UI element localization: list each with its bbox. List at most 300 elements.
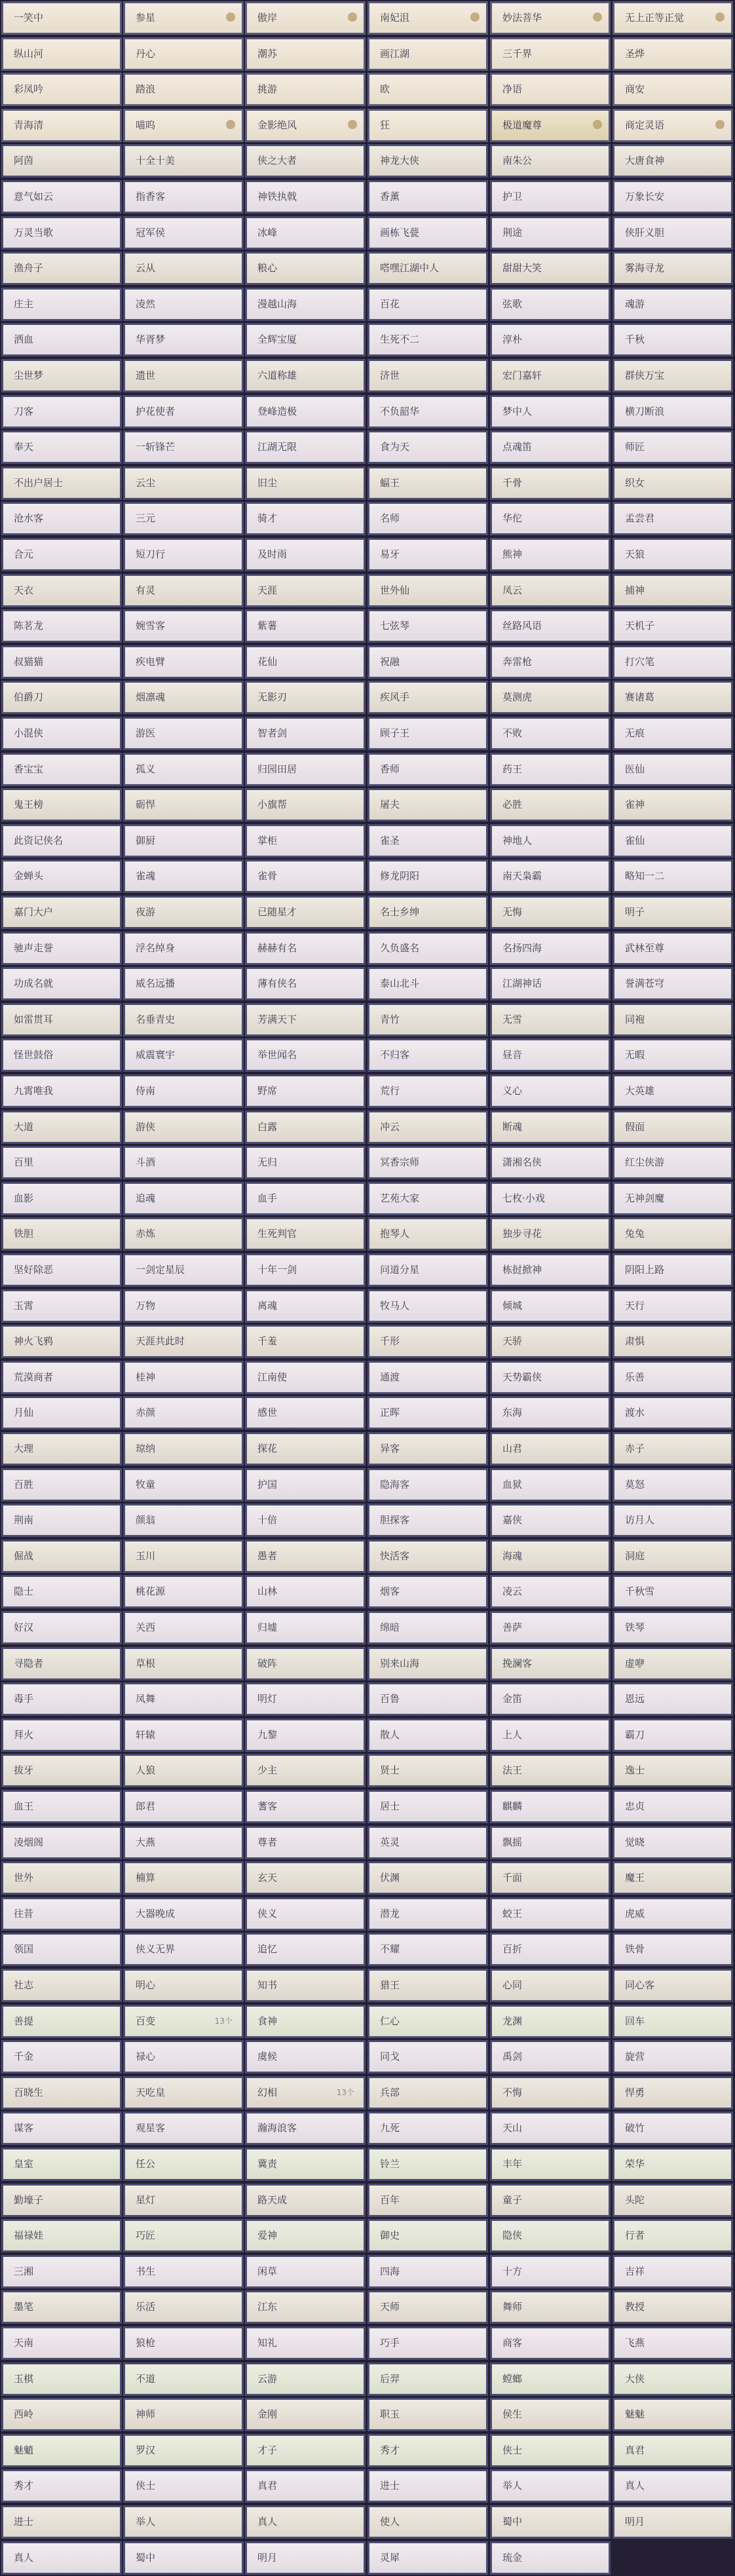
title-tile[interactable]: [490, 2112, 611, 2145]
title-tile[interactable]: [612, 896, 733, 929]
title-tile[interactable]: [123, 1718, 244, 1752]
title-tile[interactable]: [368, 323, 488, 356]
title-tile[interactable]: [490, 288, 611, 321]
title-tile[interactable]: [123, 538, 244, 571]
title-tile[interactable]: [490, 323, 611, 356]
title-tile[interactable]: [612, 1611, 733, 1644]
title-tile[interactable]: [612, 1, 733, 35]
title-tile[interactable]: [123, 1468, 244, 1502]
title-tile[interactable]: [368, 2362, 488, 2396]
title-tile[interactable]: [612, 1253, 733, 1287]
title-tile[interactable]: [245, 967, 366, 1000]
title-tile[interactable]: [123, 2112, 244, 2145]
title-tile[interactable]: [368, 1325, 488, 1358]
title-tile[interactable]: [612, 2434, 733, 2467]
title-tile[interactable]: [368, 466, 488, 500]
title-tile[interactable]: [368, 1, 488, 35]
title-tile[interactable]: [490, 1074, 611, 1108]
title-tile[interactable]: [612, 2398, 733, 2431]
title-tile[interactable]: [612, 2148, 733, 2181]
title-tile[interactable]: [123, 1754, 244, 1787]
title-tile[interactable]: [245, 1540, 366, 1573]
title-tile[interactable]: [245, 860, 366, 893]
title-tile[interactable]: [612, 180, 733, 214]
title-tile[interactable]: [490, 73, 611, 106]
title-tile[interactable]: [1, 1361, 122, 1394]
title-tile[interactable]: [123, 1253, 244, 1287]
title-tile[interactable]: [490, 1504, 611, 1537]
title-tile[interactable]: [368, 1146, 488, 1179]
title-tile[interactable]: [490, 1361, 611, 1394]
title-tile[interactable]: [612, 717, 733, 750]
title-tile[interactable]: [1, 2148, 122, 2181]
title-tile[interactable]: [612, 1969, 733, 2002]
title-tile[interactable]: [1, 753, 122, 786]
title-tile[interactable]: [612, 2076, 733, 2110]
title-tile[interactable]: [368, 1540, 488, 1573]
title-tile[interactable]: [612, 2469, 733, 2503]
title-tile[interactable]: [123, 1432, 244, 1466]
title-tile[interactable]: [490, 1718, 611, 1752]
title-tile[interactable]: [1, 2326, 122, 2360]
title-tile[interactable]: [245, 1933, 366, 1966]
title-tile[interactable]: [245, 1790, 366, 1823]
title-tile[interactable]: [368, 967, 488, 1000]
title-tile[interactable]: [123, 1361, 244, 1394]
title-tile[interactable]: [1, 2290, 122, 2324]
title-tile[interactable]: [490, 1, 611, 35]
title-tile[interactable]: [123, 2219, 244, 2252]
title-tile[interactable]: [245, 1969, 366, 2002]
title-tile[interactable]: [368, 681, 488, 714]
title-tile[interactable]: [490, 1933, 611, 1966]
title-tile[interactable]: [123, 2469, 244, 2503]
title-tile[interactable]: [368, 2326, 488, 2360]
title-tile[interactable]: [245, 2362, 366, 2396]
title-tile[interactable]: [245, 2326, 366, 2360]
title-tile[interactable]: [1, 395, 122, 428]
title-tile[interactable]: [612, 932, 733, 965]
title-tile[interactable]: [1, 1718, 122, 1752]
title-tile[interactable]: [123, 609, 244, 643]
title-tile[interactable]: [368, 2505, 488, 2539]
title-tile[interactable]: [368, 1575, 488, 1608]
title-tile[interactable]: [1, 1611, 122, 1644]
title-tile[interactable]: [123, 2362, 244, 2396]
title-tile[interactable]: [1, 73, 122, 106]
title-tile[interactable]: [490, 2290, 611, 2324]
title-tile[interactable]: [245, 2398, 366, 2431]
title-tile[interactable]: [123, 2505, 244, 2539]
title-tile[interactable]: [368, 1861, 488, 1895]
title-tile[interactable]: [123, 896, 244, 929]
title-tile[interactable]: [368, 288, 488, 321]
title-tile[interactable]: [245, 395, 366, 428]
title-tile[interactable]: [1, 1289, 122, 1323]
title-tile[interactable]: [612, 1432, 733, 1466]
title-tile[interactable]: [490, 466, 611, 500]
title-tile[interactable]: [123, 824, 244, 858]
title-tile[interactable]: [490, 824, 611, 858]
title-tile[interactable]: [123, 1110, 244, 1144]
title-tile[interactable]: [245, 1611, 366, 1644]
title-tile[interactable]: [1, 1038, 122, 1072]
title-tile[interactable]: [612, 1110, 733, 1144]
title-tile[interactable]: [490, 1146, 611, 1179]
title-tile[interactable]: [368, 109, 488, 142]
title-tile[interactable]: [1, 2184, 122, 2217]
title-tile[interactable]: [368, 73, 488, 106]
title-tile[interactable]: [1, 1432, 122, 1466]
title-tile[interactable]: [490, 2469, 611, 2503]
title-tile[interactable]: [123, 502, 244, 535]
title-tile[interactable]: [612, 645, 733, 679]
title-tile[interactable]: [245, 824, 366, 858]
title-tile[interactable]: [1, 2469, 122, 2503]
title-tile[interactable]: [123, 1933, 244, 1966]
title-tile[interactable]: [1, 932, 122, 965]
title-tile[interactable]: [245, 1826, 366, 1859]
title-tile[interactable]: [123, 574, 244, 607]
title-tile[interactable]: [1, 502, 122, 535]
title-tile[interactable]: [490, 681, 611, 714]
title-tile[interactable]: [123, 466, 244, 500]
title-tile[interactable]: [490, 1325, 611, 1358]
title-tile[interactable]: [490, 2505, 611, 2539]
title-tile[interactable]: [490, 645, 611, 679]
title-tile[interactable]: [490, 252, 611, 285]
title-tile[interactable]: [368, 753, 488, 786]
title-tile[interactable]: [245, 1396, 366, 1430]
title-tile[interactable]: [612, 753, 733, 786]
title-tile[interactable]: [490, 1897, 611, 1931]
title-tile[interactable]: [368, 2219, 488, 2252]
title-tile[interactable]: [1, 1182, 122, 1215]
title-tile[interactable]: [368, 1933, 488, 1966]
title-tile[interactable]: [245, 2434, 366, 2467]
title-tile[interactable]: [490, 2541, 611, 2575]
title-tile[interactable]: [612, 1575, 733, 1608]
title-tile[interactable]: [368, 824, 488, 858]
title-tile[interactable]: [490, 2219, 611, 2252]
title-tile[interactable]: [612, 502, 733, 535]
title-tile[interactable]: [245, 1504, 366, 1537]
title-tile[interactable]: [123, 2040, 244, 2074]
title-tile[interactable]: [368, 1897, 488, 1931]
title-tile[interactable]: [245, 645, 366, 679]
title-tile[interactable]: [123, 144, 244, 178]
title-tile[interactable]: [123, 180, 244, 214]
title-tile[interactable]: [1, 1540, 122, 1573]
title-tile[interactable]: [1, 1826, 122, 1859]
title-tile[interactable]: [490, 502, 611, 535]
title-tile[interactable]: [490, 1861, 611, 1895]
title-tile[interactable]: [1, 2541, 122, 2575]
title-tile[interactable]: [123, 645, 244, 679]
title-tile[interactable]: [1, 645, 122, 679]
title-tile[interactable]: [612, 2040, 733, 2074]
title-tile[interactable]: [612, 2362, 733, 2396]
title-tile[interactable]: [1, 2112, 122, 2145]
title-tile[interactable]: [1, 2076, 122, 2110]
title-tile[interactable]: [1, 538, 122, 571]
title-tile[interactable]: [1, 2505, 122, 2539]
title-tile[interactable]: [368, 1790, 488, 1823]
title-tile[interactable]: [245, 1182, 366, 1215]
title-tile[interactable]: [123, 2148, 244, 2181]
title-tile[interactable]: [245, 2290, 366, 2324]
title-tile[interactable]: [123, 359, 244, 392]
title-tile[interactable]: [612, 109, 733, 142]
title-tile[interactable]: [123, 2541, 244, 2575]
title-tile[interactable]: [612, 430, 733, 464]
title-tile[interactable]: [368, 1253, 488, 1287]
title-tile[interactable]: [612, 2219, 733, 2252]
title-tile[interactable]: [368, 502, 488, 535]
title-tile[interactable]: [245, 1074, 366, 1108]
title-tile[interactable]: [368, 1718, 488, 1752]
title-tile[interactable]: [245, 252, 366, 285]
title-tile[interactable]: [612, 252, 733, 285]
title-tile[interactable]: [245, 1575, 366, 1608]
title-tile[interactable]: [1, 359, 122, 392]
title-tile[interactable]: [368, 788, 488, 822]
title-tile[interactable]: [123, 1038, 244, 1072]
title-tile[interactable]: [1, 2362, 122, 2396]
title-tile[interactable]: [368, 896, 488, 929]
title-tile[interactable]: [245, 2505, 366, 2539]
title-tile[interactable]: [123, 2398, 244, 2431]
title-tile[interactable]: [123, 1146, 244, 1179]
title-tile[interactable]: [245, 288, 366, 321]
title-tile[interactable]: [612, 359, 733, 392]
title-tile[interactable]: [490, 896, 611, 929]
title-tile[interactable]: [123, 2326, 244, 2360]
title-tile[interactable]: [490, 1432, 611, 1466]
title-tile[interactable]: [368, 1468, 488, 1502]
title-tile[interactable]: [123, 932, 244, 965]
title-tile[interactable]: [123, 967, 244, 1000]
title-tile[interactable]: [245, 538, 366, 571]
title-tile[interactable]: [368, 430, 488, 464]
title-tile[interactable]: [245, 896, 366, 929]
title-tile[interactable]: [490, 1540, 611, 1573]
title-tile[interactable]: [245, 788, 366, 822]
title-tile[interactable]: [612, 609, 733, 643]
title-tile[interactable]: [490, 609, 611, 643]
title-tile[interactable]: [1, 574, 122, 607]
title-tile[interactable]: [612, 216, 733, 250]
title-tile[interactable]: [245, 2040, 366, 2074]
title-tile[interactable]: [490, 109, 611, 142]
title-tile[interactable]: [368, 216, 488, 250]
title-tile[interactable]: [123, 2184, 244, 2217]
title-tile[interactable]: [245, 2005, 366, 2038]
title-tile[interactable]: [612, 2184, 733, 2217]
title-tile[interactable]: [490, 430, 611, 464]
title-tile[interactable]: [368, 1182, 488, 1215]
title-tile[interactable]: [1, 1146, 122, 1179]
title-tile[interactable]: [245, 37, 366, 71]
title-tile[interactable]: [490, 932, 611, 965]
title-tile[interactable]: [1, 1897, 122, 1931]
title-tile[interactable]: [612, 1325, 733, 1358]
title-tile[interactable]: [368, 2112, 488, 2145]
title-tile[interactable]: [1, 1969, 122, 2002]
title-tile[interactable]: [368, 1754, 488, 1787]
title-tile[interactable]: [1, 37, 122, 71]
title-tile[interactable]: [490, 2148, 611, 2181]
title-tile[interactable]: [612, 538, 733, 571]
title-tile[interactable]: [368, 2255, 488, 2288]
title-tile[interactable]: [490, 717, 611, 750]
title-tile[interactable]: [245, 109, 366, 142]
title-tile[interactable]: [490, 2434, 611, 2467]
title-tile[interactable]: [245, 609, 366, 643]
title-tile[interactable]: [1, 1504, 122, 1537]
title-tile[interactable]: [245, 1647, 366, 1680]
title-tile[interactable]: [123, 1969, 244, 2002]
title-tile[interactable]: [123, 73, 244, 106]
title-tile[interactable]: [612, 1897, 733, 1931]
title-tile[interactable]: [612, 1038, 733, 1072]
title-tile[interactable]: [612, 1468, 733, 1502]
title-tile[interactable]: [612, 395, 733, 428]
title-tile[interactable]: [612, 144, 733, 178]
title-tile[interactable]: [123, 753, 244, 786]
title-tile[interactable]: [1, 1754, 122, 1787]
title-tile[interactable]: [123, 1540, 244, 1573]
title-tile[interactable]: [490, 1038, 611, 1072]
title-tile[interactable]: [1, 967, 122, 1000]
title-tile[interactable]: [368, 1289, 488, 1323]
title-tile[interactable]: [490, 538, 611, 571]
title-tile[interactable]: [1, 180, 122, 214]
title-tile[interactable]: [490, 1468, 611, 1502]
title-tile[interactable]: [612, 1540, 733, 1573]
title-tile[interactable]: [123, 1575, 244, 1608]
title-tile[interactable]: [245, 2541, 366, 2575]
title-tile[interactable]: [612, 1647, 733, 1680]
title-tile[interactable]: [245, 1003, 366, 1036]
title-tile[interactable]: [123, 717, 244, 750]
title-tile[interactable]: [245, 574, 366, 607]
title-tile[interactable]: [245, 681, 366, 714]
title-tile[interactable]: [612, 574, 733, 607]
title-tile[interactable]: [368, 1361, 488, 1394]
title-tile[interactable]: [490, 1253, 611, 1287]
title-tile[interactable]: [612, 1790, 733, 1823]
title-tile[interactable]: [368, 37, 488, 71]
title-tile[interactable]: [123, 37, 244, 71]
title-tile[interactable]: [490, 144, 611, 178]
title-tile[interactable]: [123, 2005, 244, 2038]
title-tile[interactable]: [245, 717, 366, 750]
title-tile[interactable]: [490, 2005, 611, 2038]
title-tile[interactable]: [368, 1217, 488, 1251]
title-tile[interactable]: [245, 466, 366, 500]
title-tile[interactable]: [490, 574, 611, 607]
title-tile[interactable]: [123, 288, 244, 321]
title-tile[interactable]: [612, 1396, 733, 1430]
title-tile[interactable]: [245, 1718, 366, 1752]
title-tile[interactable]: [245, 1468, 366, 1502]
title-tile[interactable]: [245, 1110, 366, 1144]
title-tile[interactable]: [245, 753, 366, 786]
title-tile[interactable]: [123, 1074, 244, 1108]
title-tile[interactable]: [123, 395, 244, 428]
title-tile[interactable]: [245, 1253, 366, 1287]
title-tile[interactable]: [368, 2184, 488, 2217]
title-tile[interactable]: [490, 753, 611, 786]
title-tile[interactable]: [1, 1110, 122, 1144]
title-tile[interactable]: [245, 1217, 366, 1251]
title-tile[interactable]: [612, 681, 733, 714]
title-tile[interactable]: [1, 1, 122, 35]
title-tile[interactable]: [245, 2076, 366, 2110]
title-tile[interactable]: [245, 2148, 366, 2181]
title-tile[interactable]: [612, 1754, 733, 1787]
title-tile[interactable]: [123, 1504, 244, 1537]
title-tile[interactable]: [368, 1647, 488, 1680]
title-tile[interactable]: [123, 252, 244, 285]
title-tile[interactable]: [123, 681, 244, 714]
title-tile[interactable]: [490, 1003, 611, 1036]
title-tile[interactable]: [490, 1217, 611, 1251]
title-tile[interactable]: [490, 2184, 611, 2217]
title-tile[interactable]: [368, 1969, 488, 2002]
title-tile[interactable]: [123, 1647, 244, 1680]
title-tile[interactable]: [368, 252, 488, 285]
title-tile[interactable]: [490, 1969, 611, 2002]
title-tile[interactable]: [612, 1289, 733, 1323]
title-tile[interactable]: [612, 1074, 733, 1108]
title-tile[interactable]: [1, 860, 122, 893]
title-tile[interactable]: [1, 1933, 122, 1966]
title-tile[interactable]: [1, 896, 122, 929]
title-tile[interactable]: [1, 109, 122, 142]
title-tile[interactable]: [1, 2398, 122, 2431]
title-tile[interactable]: [490, 1182, 611, 1215]
title-tile[interactable]: [245, 2184, 366, 2217]
title-tile[interactable]: [612, 2005, 733, 2038]
title-tile[interactable]: [1, 1861, 122, 1895]
title-tile[interactable]: [123, 1, 244, 35]
title-tile[interactable]: [1, 2255, 122, 2288]
title-tile[interactable]: [245, 144, 366, 178]
title-tile[interactable]: [1, 430, 122, 464]
title-tile[interactable]: [368, 2076, 488, 2110]
title-tile[interactable]: [612, 824, 733, 858]
title-tile[interactable]: [368, 645, 488, 679]
title-tile[interactable]: [1, 788, 122, 822]
title-tile[interactable]: [1, 1790, 122, 1823]
title-tile[interactable]: [1, 216, 122, 250]
title-tile[interactable]: [123, 2434, 244, 2467]
title-tile[interactable]: [368, 1611, 488, 1644]
title-tile[interactable]: [245, 502, 366, 535]
title-tile[interactable]: [612, 323, 733, 356]
title-tile[interactable]: [1, 1074, 122, 1108]
title-tile[interactable]: [1, 2219, 122, 2252]
title-tile[interactable]: [612, 1682, 733, 1716]
title-tile[interactable]: [123, 1682, 244, 1716]
title-tile[interactable]: [1, 323, 122, 356]
title-tile[interactable]: [123, 1003, 244, 1036]
title-tile[interactable]: [1, 2005, 122, 2038]
title-tile[interactable]: [490, 1682, 611, 1716]
title-tile[interactable]: [490, 788, 611, 822]
